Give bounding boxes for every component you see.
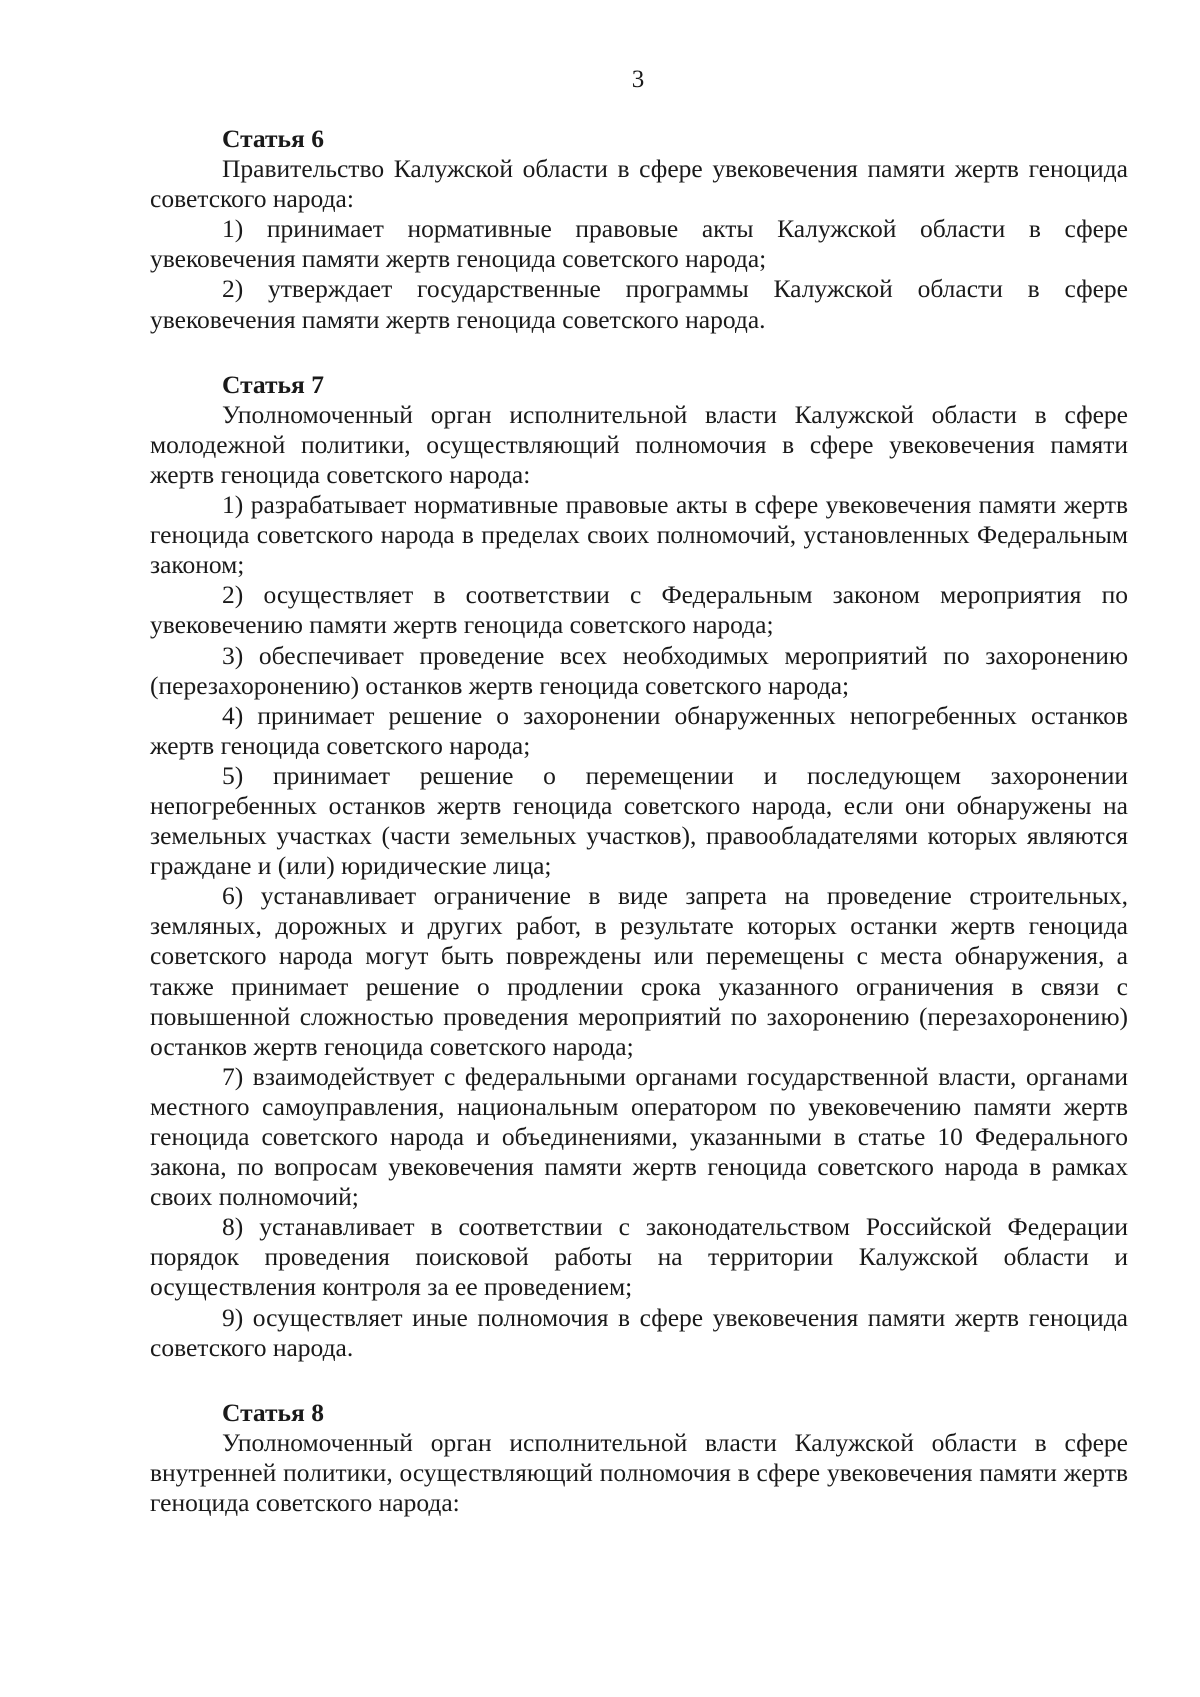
article-intro: Правительство Калужской области в сфере увековечения памяти жертв геноцида советского народа: — [150, 154, 1128, 214]
article-item: 4) принимает решение о захоронении обнаруженных непогребенных останков жертв геноцида советского народа; — [150, 700, 1128, 760]
article-item: 7) взаимодействует с федеральными органами государственной власти, органами местного самоуправления, национальным оператором по увековечению памяти жертв геноцида советского народа и объединениями, указанными в статье 10 Федерального закона, по вопросам увековечения памяти жертв геноцида советского народа в рамках своих полномочий; — [150, 1061, 1128, 1212]
article-item: 8) устанавливает в соответствии с законодательством Российской Федерации порядок проведения поисковой работы на территории Калужской области и осуществления контроля за ее проведением; — [150, 1212, 1128, 1302]
document-body — [150, 124, 1128, 1518]
article-heading: Статья 7 — [222, 369, 324, 399]
article-6 — [150, 124, 1128, 335]
article-item: 1) принимает нормативные правовые акты Калужской области в сфере увековечения памяти жертв геноцида советского народа; — [150, 214, 1128, 274]
article-item: 5) принимает решение о перемещении и последующем захоронении непогребенных останков жертв геноцида советского народа, если они обнаружены на земельных участках (части земельных участков), правообладателями которых являются граждане и (или) юридические лица; — [150, 760, 1128, 881]
article-heading: Статья 8 — [222, 1397, 324, 1427]
page-number: 3 — [631, 66, 645, 93]
article-item: 3) обеспечивает проведение всех необходимых мероприятий по захоронению (перезахоронению) останков жертв геноцида советского народа; — [150, 640, 1128, 700]
article-8 — [150, 1398, 1128, 1518]
section-gap — [150, 1363, 1128, 1398]
article-item: 6) устанавливает ограничение в виде запрета на проведение строительных, земляных, дорожных и других работ, в результате которых останки жертв геноцида советского народа могут быть повреждены или перемещены с места обнаружения, а также принимает решение о продлении срока указанного ограничения в связи с повышенной сложностью проведения мероприятий по захоронению (перезахоронению) останков жертв геноцида советского народа; — [150, 881, 1128, 1061]
article-item: 1) разрабатывает нормативные правовые акты в сфере увековечения памяти жертв геноцида советского народа в пределах своих полномочий, установленных Федеральным законом; — [150, 490, 1128, 580]
article-heading: Статья 6 — [222, 124, 324, 153]
article-item: 2) утверждает государственные программы Калужской области в сфере увековечения памяти жертв геноцида советского народа. — [150, 274, 1128, 334]
article-intro: Уполномоченный орган исполнительной власти Калужской области в сфере молодежной политики, осуществляющий полномочия в сфере увековечения памяти жертв геноцида советского народа: — [150, 399, 1128, 489]
article-item: 2) осуществляет в соответствии с Федеральным законом мероприятия по увековечению памяти жертв геноцида советского народа; — [150, 580, 1128, 640]
article-intro: Уполномоченный орган исполнительной власти Калужской области в сфере внутренней политики, осуществляющий полномочия в сфере увековечения памяти жертв геноцида советского народа: — [150, 1427, 1128, 1518]
section-gap — [150, 335, 1128, 370]
article-item: 9) осуществляет иные полномочия в сфере увековечения памяти жертв геноцида советского народа. — [150, 1302, 1128, 1362]
article-7 — [150, 370, 1128, 1363]
